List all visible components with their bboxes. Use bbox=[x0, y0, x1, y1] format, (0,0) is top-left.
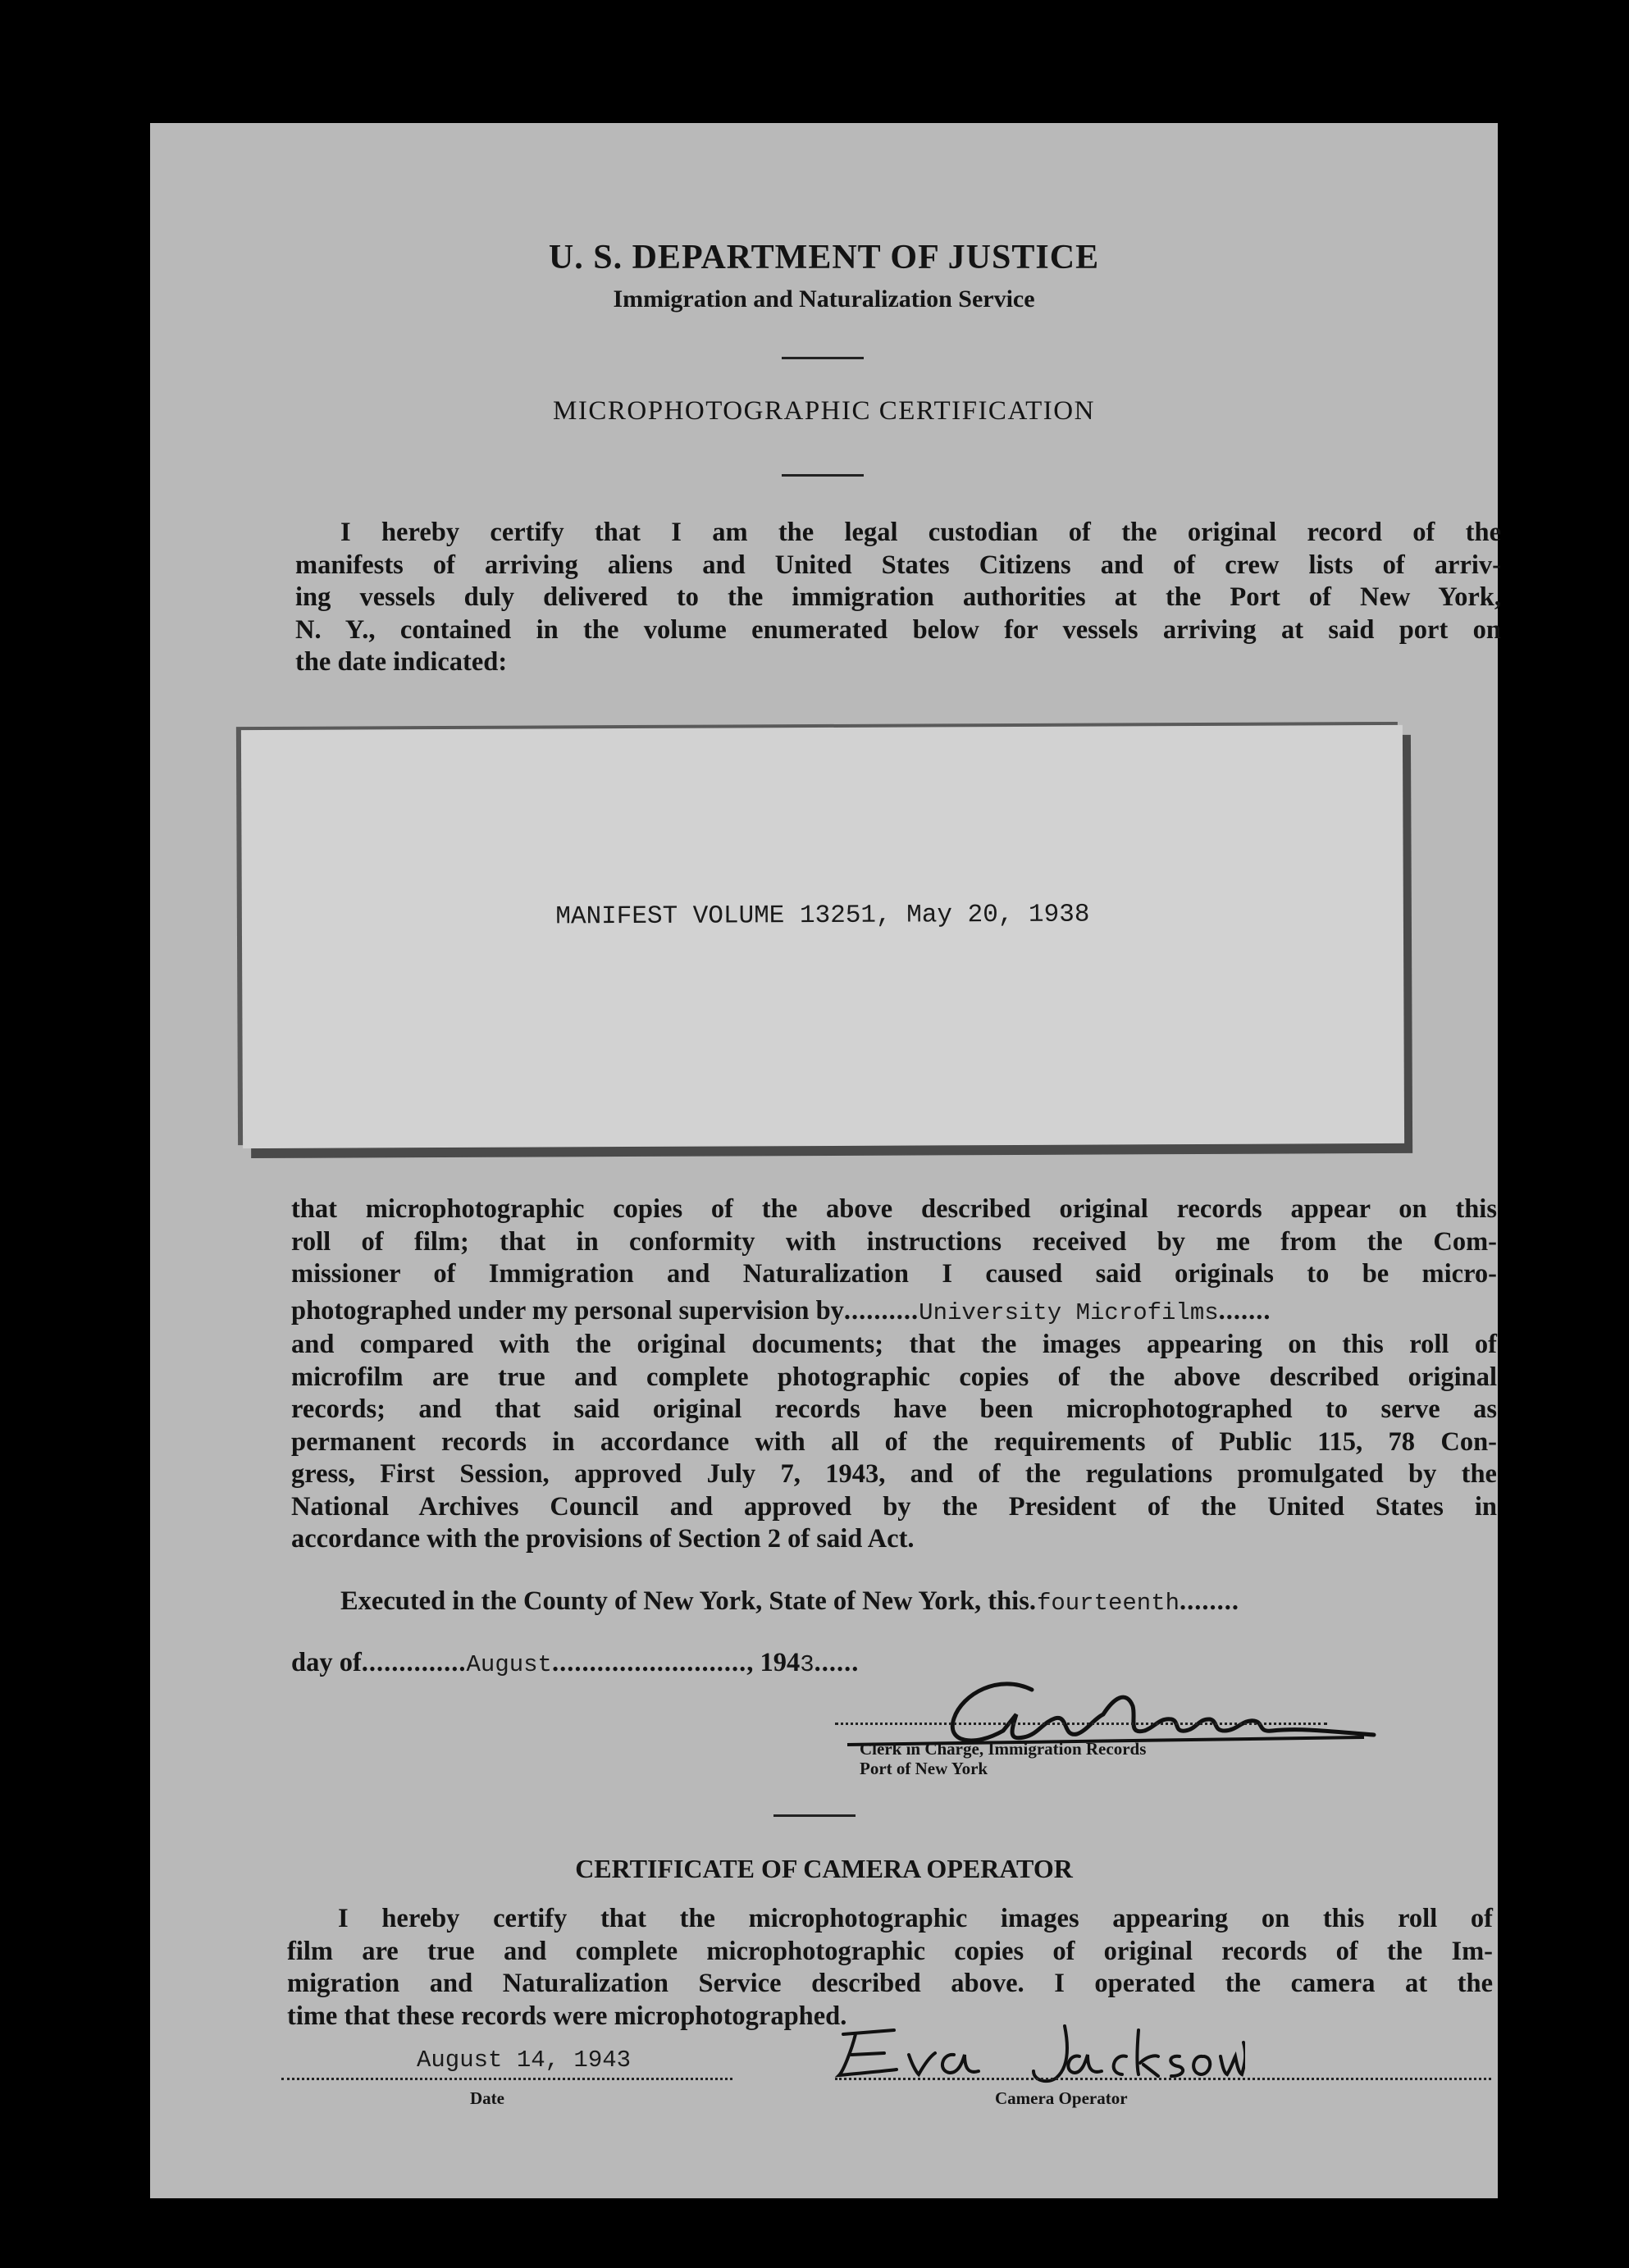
day-value: fourteenth bbox=[1036, 1590, 1180, 1617]
supervision-text: photographed under my personal supervision by bbox=[291, 1295, 844, 1326]
signature-line bbox=[835, 1723, 1327, 1725]
certificate-sheet bbox=[150, 123, 1501, 2198]
body-line: gress, First Session, approved July 7, 1943, and of the regulations promulgated by the bbox=[291, 1459, 1497, 1489]
camera-line: I hereby certify that the microphotographic images appearing on this roll of bbox=[338, 1904, 1493, 1933]
intro-line: the date indicated: bbox=[295, 647, 508, 677]
body-line: National Archives Council and approved by the President of the United States in bbox=[291, 1491, 1497, 1522]
body-line: permanent records in accordance with all of the requirements of Public 115, 78 Con- bbox=[291, 1426, 1497, 1457]
body-line: roll of film; that in conformity with instructions received by me from the Com- bbox=[291, 1226, 1497, 1257]
manifest-volume-text: MANIFEST VOLUME 13251, May 20, 1938 bbox=[555, 900, 1090, 932]
certification-body bbox=[291, 1193, 1497, 1556]
clerk-title bbox=[860, 1739, 1146, 1778]
department-heading: U. S. DEPARTMENT OF JUSTICE bbox=[548, 239, 1100, 276]
divider bbox=[773, 1814, 856, 1817]
month-value: August bbox=[466, 1651, 552, 1678]
date-label: Date bbox=[470, 2088, 504, 2108]
supervision-line: photographed under my personal supervision by..........University Microfilms....... bbox=[291, 1295, 1271, 1326]
service-subheading: Immigration and Naturalization Service bbox=[613, 285, 1035, 313]
intro-paragraph bbox=[295, 517, 1501, 679]
date-line bbox=[281, 2078, 732, 2080]
camera-line: time that these records were microphotographed. bbox=[287, 2001, 847, 2031]
camera-date-value: August 14, 1943 bbox=[417, 2047, 632, 2074]
intro-line: I hereby certify that I am the legal custodian of the original record of the bbox=[340, 518, 1501, 547]
camera-heading: CERTIFICATE OF CAMERA OPERATOR bbox=[575, 1854, 1073, 1883]
intro-line: manifests of arriving aliens and United States Citizens and of crew lists of arriv- bbox=[295, 550, 1501, 580]
intro-line: N. Y., contained in the volume enumerated below for vessels arriving at said port on bbox=[295, 614, 1501, 645]
body-line: that microphotographic copies of the above described original records appear on this bbox=[291, 1194, 1497, 1224]
body-line: records; and that said original records have been microphotographed to serve as bbox=[291, 1394, 1497, 1424]
body-line: microfilm are true and complete photographic copies of the above described original bbox=[291, 1362, 1497, 1392]
body-line: accordance with the provisions of Section 2 of said Act. bbox=[291, 1524, 915, 1554]
operator-signature bbox=[819, 2006, 1245, 2096]
divider bbox=[782, 474, 864, 477]
executed-text: Executed in the County of New York, State of New York, this bbox=[340, 1586, 1029, 1616]
divider bbox=[782, 357, 864, 359]
day-of-label: day of bbox=[291, 1648, 362, 1677]
clerk-title-line: Clerk in Charge, Immigration Records bbox=[860, 1739, 1147, 1759]
camera-line: film are true and complete microphotographic copies of original records of the Im- bbox=[287, 1936, 1493, 1966]
body-line: and compared with the original documents; that the images appearing on this roll of bbox=[291, 1330, 1497, 1359]
manifest-slip bbox=[241, 725, 1404, 1148]
intro-line: ing vessels duly delivered to the immigration authorities at the Port of New York, bbox=[295, 582, 1501, 612]
year-digit: 3 bbox=[800, 1651, 814, 1678]
body-line: missioner of Immigration and Naturalization I caused said originals to be micro- bbox=[291, 1259, 1497, 1289]
year-prefix: , 194 bbox=[746, 1648, 801, 1677]
operator-line bbox=[835, 2078, 1491, 2080]
filmed-by-value: University Microfilms bbox=[919, 1298, 1219, 1326]
certification-title: MICROPHOTOGRAPHIC CERTIFICATION bbox=[553, 396, 1095, 426]
operator-label: Camera Operator bbox=[995, 2088, 1128, 2108]
day-of-line: day of..............August.........................., 1943...... bbox=[291, 1648, 860, 1678]
clerk-title-line: Port of New York bbox=[860, 1759, 988, 1778]
camera-line: migration and Naturalization Service described above. I operated the camera at the bbox=[287, 1969, 1493, 1998]
executed-line: Executed in the County of New York, State of New York, this.fourteenth........ bbox=[340, 1586, 1239, 1617]
